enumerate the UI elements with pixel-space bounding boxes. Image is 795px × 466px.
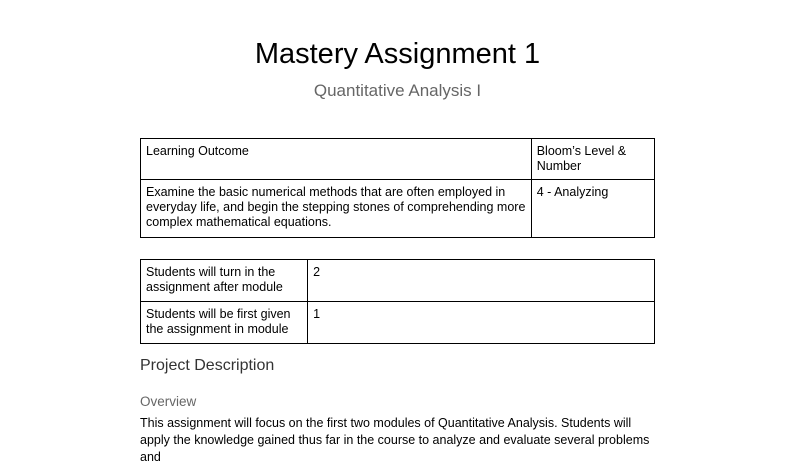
overview-paragraph: This assignment will focus on the first two modules of Quantitative Analysis. Students will apply the knowledge gained thus far in the course to analyze and evaluate several problems and — [140, 416, 650, 464]
turn-in-module-value: 2 — [308, 260, 655, 302]
turn-in-module-label: Students will turn in the assignment after module — [141, 260, 308, 302]
given-module-label: Students will be first given the assignment in module — [141, 302, 308, 344]
blooms-level-cell: 4 - Analyzing — [531, 180, 654, 238]
table-row — [141, 260, 655, 302]
overview-heading: Overview — [140, 394, 197, 409]
module-table — [140, 259, 655, 344]
table-header-row — [141, 139, 655, 180]
table-row — [141, 302, 655, 344]
table-row — [141, 180, 655, 238]
learning-outcome-table — [140, 138, 655, 238]
given-module-value: 1 — [308, 302, 655, 344]
blooms-level-header: Bloom’s Level & Number — [531, 139, 654, 180]
document-subtitle: Quantitative Analysis I — [313, 81, 482, 100]
learning-outcome-cell: Examine the basic numerical methods that are often employed in everyday life, and begin the stepping stones of comprehending more complex mathematical equations. — [141, 180, 532, 238]
learning-outcome-header: Learning Outcome — [141, 139, 532, 180]
document-title: Mastery Assignment 1 — [254, 38, 541, 70]
project-description-heading: Project Description — [140, 357, 275, 374]
